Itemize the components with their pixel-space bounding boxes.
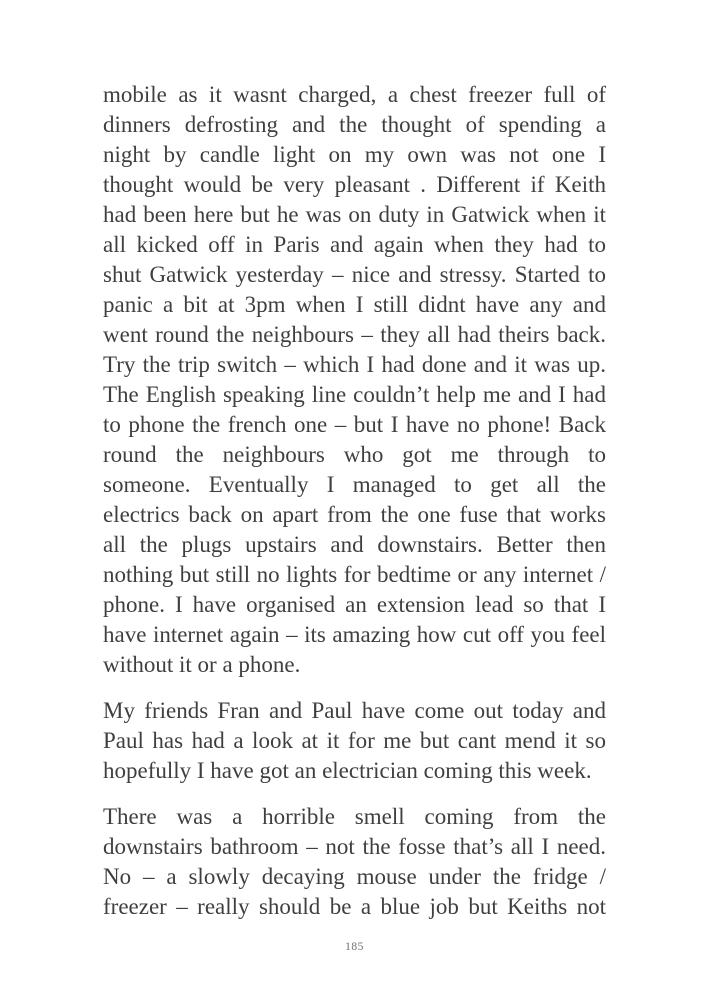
text-line: No – a slowly decaying mouse under the fridge / <box>103 864 606 889</box>
text-line: There was a horrible smell coming from the <box>103 804 606 829</box>
text-line: nothing but still no lights for bedtime or any internet / <box>103 562 606 587</box>
text-line: had been here but he was on duty in Gatwick when it <box>103 202 606 227</box>
text-line: someone. Eventually I managed to get all the <box>103 472 606 497</box>
text-line: My friends Fran and Paul have come out today and <box>103 698 606 723</box>
text-line: The English speaking line couldn’t help me and I had <box>103 382 606 407</box>
text-line: freezer – really should be a blue job but Keiths not <box>103 894 606 919</box>
text-line: round the neighbours who got me through to <box>103 442 606 467</box>
text-line: all the plugs upstairs and downstairs. Better then <box>103 532 606 557</box>
text-line: electrics back on apart from the one fuse that works <box>103 502 606 527</box>
paragraph <box>103 696 606 786</box>
text-line: thought would be very pleasant . Different if Keith <box>103 172 606 197</box>
text-line: Paul has had a look at it for me but cant mend it so <box>103 728 606 753</box>
text-line: night by candle light on my own was not one I <box>103 142 606 167</box>
text-line: shut Gatwick yesterday – nice and stressy. Started to <box>103 262 606 287</box>
text-line: all kicked off in Paris and again when they had to <box>103 232 606 257</box>
text-line: mobile as it wasnt charged, a chest freezer full of <box>103 82 606 107</box>
text-line: to phone the french one – but I have no phone! Back <box>103 412 606 437</box>
text-line: downstairs bathroom – not the fosse that’s all I need. <box>103 834 606 859</box>
text-line: went round the neighbours – they all had theirs back. <box>103 322 606 347</box>
text-line: dinners defrosting and the thought of spending a <box>103 112 606 137</box>
page-number: 185 <box>345 941 364 953</box>
text-line: panic a bit at 3pm when I still didnt have any and <box>103 292 606 317</box>
text-line: Try the trip switch – which I had done and it was up. <box>103 352 606 377</box>
text-line: hopefully I have got an electrician coming this week. <box>103 758 592 783</box>
paragraph <box>103 80 606 680</box>
page-text <box>103 80 606 938</box>
paragraph <box>103 802 606 922</box>
text-line: have internet again – its amazing how cut off you feel <box>103 622 606 647</box>
text-line: without it or a phone. <box>103 652 301 677</box>
text-line: phone. I have organised an extension lead so that I <box>103 592 606 617</box>
